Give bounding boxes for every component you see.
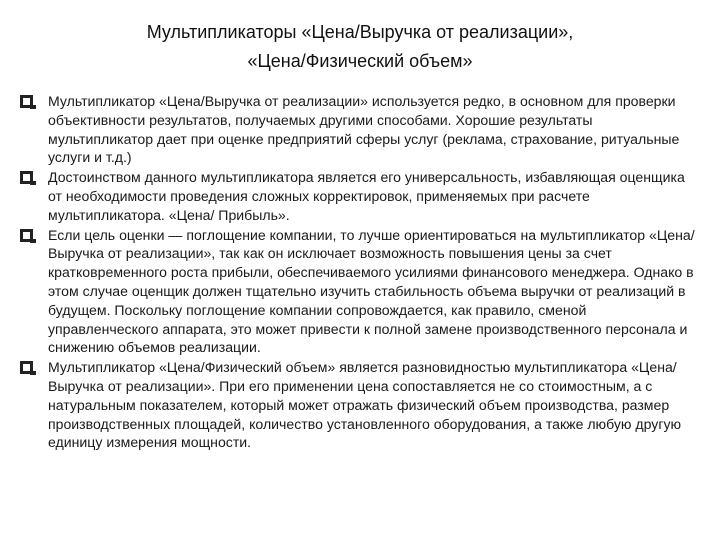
bullet-item bbox=[20, 358, 700, 452]
bullet-text: Достоинством данного мультипликатора является его универсальность, избавляющая оценщика от необходимости проведения сложных корректировок, применяемых при расчете мультипликатора. «Цена/ Прибыль». bbox=[48, 169, 685, 223]
square-q-bullet-icon bbox=[20, 229, 33, 242]
bullet-text: Мультипликатор «Цена/Физический объем» является разновидностью мультипликатора «Цена/Выручка от реализации». При его применении цена сопоставляется не со стоимостным, а с натуральным показателем, который может отражать физический объем производства, размер производственных площадей, количество установленного оборудования, а также любую другую единицу измерения мощности. bbox=[48, 359, 682, 451]
slide-title-line-1: Мультипликаторы «Цена/Выручка от реализации», bbox=[146, 22, 574, 42]
bullet-item bbox=[20, 226, 700, 358]
slide-title-line-2: «Цена/Физический объем» bbox=[247, 51, 473, 71]
bullet-text: Мультипликатор «Цена/Выручка от реализации» используется редко, в основном для проверки объективности результатов, получаемых другими способами. Хорошие результаты мультипликатор дает при оценке предприятий сферы услуг (реклама, страхование, ритуальные услуги и т.д.) bbox=[48, 93, 680, 166]
bullet-text: Если цель оценки — поглощение компании, то лучше ориентироваться на мультипликатор «Цена/Выручка от реализации», так как он исключает возможность повышения цены за счет кратковременного роста прибыли, обеспечиваемого усилиями финансового менеджера. Однако в этом случае оценщик должен тщательно изучить стабильность объема выручки от реализаций в будущем. Поскольку поглощение компании сопровождается, как правило, сменой управленческого аппарата, это может привести к полной замене производственного персонала и снижению объемов реализации. bbox=[48, 226, 695, 356]
bullet-item bbox=[20, 92, 700, 167]
square-q-bullet-icon bbox=[20, 95, 33, 108]
slide-title bbox=[90, 18, 630, 76]
square-q-bullet-icon bbox=[20, 361, 33, 374]
square-q-bullet-icon bbox=[20, 171, 33, 184]
bullet-item bbox=[20, 168, 700, 224]
bullet-list bbox=[20, 92, 700, 453]
